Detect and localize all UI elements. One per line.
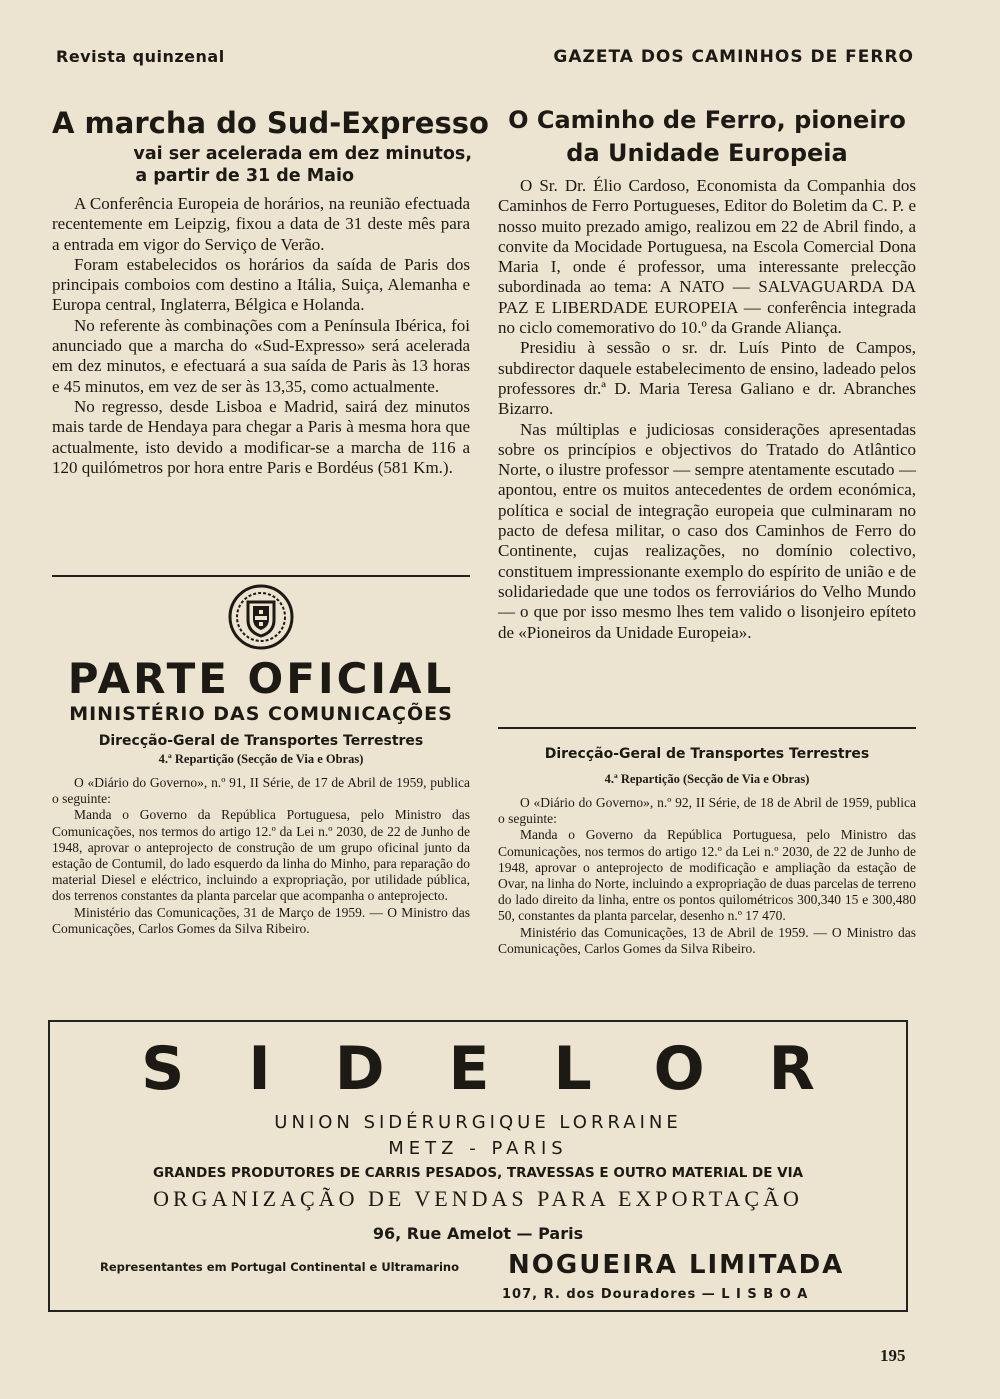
advert-line2: METZ - PARIS: [388, 1138, 568, 1159]
article2-title-line2: da Unidade Europeia: [566, 139, 848, 167]
decree-paragraph: O «Diário do Governo», n.º 91, II Série, de 17 de Abril de 1959, publica o seguinte:: [52, 775, 470, 807]
article2-title-line1: O Caminho de Ferro, pioneiro: [508, 106, 906, 134]
right-direccao-heading: Direcção-Geral de Transportes Terrestres: [544, 746, 870, 762]
advert-brand: SIDELOR: [141, 1034, 879, 1104]
running-header-left: Revista quinzenal: [56, 47, 225, 66]
left-decree-body: [52, 775, 470, 937]
article2-paragraph: Presidiu à sessão o sr. dr. Luís Pinto de Campos, subdirector daquele estabelecimento de ensino, ladeado pelos professores dr.ª D. Maria Teresa Galiano e dr. Abranches Bizarro.: [498, 338, 916, 419]
advert-agent: NOGUEIRA LIMITADA: [508, 1250, 845, 1280]
advert-line1: UNION SIDÉRURGIQUE LORRAINE: [274, 1112, 682, 1133]
article1-paragraph: A Conferência Europeia de horários, na reunião efectuada recentemente em Leipzig, fixou a data de 31 deste mês para a entrada em vigor do Serviço de Verão.: [52, 194, 470, 254]
article2-paragraph: Nas múltiplas e judiciosas considerações apresentadas sobre os princípios e objectivos do Tratado do Atlântico Norte, o ilustre professor — sempre atentamente escutado — apontou, entre os muitos antecedentes de ordem económica, política e social de integração europeia que culminaram no pacto de defesa militar, o caso dos Caminhos de Ferro do Continente, cujas realizações, no domínio colectivo, constituem impressionante exemplo do espírito de união e de solidariedade que une todos os ferroviários do Velho Mundo — o que por isso mesmo lhes tem valido o lisonjeiro epíteto de «Pioneiros da Unidade Europeia».: [498, 419, 916, 642]
advert-representatives: Representantes em Portugal Continental e Ultramarino: [100, 1260, 459, 1274]
article2-paragraph: O Sr. Dr. Élio Cardoso, Economista da Companhia dos Caminhos de Ferro Portugueses, Editor do Boletim da C. P. e nosso muito prezado amigo, realizou em 22 de Abril findo, a convite da Mocidade Portuguesa, na Escola Comercial Dona Maria I, onde é professor, uma interessante prelecção subordinada ao tema: A NATO — SALVAGUARDA DA PAZ E LIBERDADE EUROPEIA — conferência integrada no ciclo comemorativo do 10.º da Grande Aliança.: [498, 176, 916, 338]
right-decree-body: [498, 795, 916, 957]
ministry-title: MINISTÉRIO DAS COMUNICAÇÕES: [69, 703, 453, 725]
article1-subtitle-line1: vai ser acelerada em dez minutos,: [133, 144, 472, 164]
article2-body: [498, 176, 916, 643]
left-reparticao-heading: 4.ª Repartição (Secção de Via e Obras): [158, 752, 364, 766]
article1-subtitle-line2: a partir de 31 de Maio: [135, 166, 354, 186]
page-number: 195: [880, 1346, 906, 1365]
running-header-right: GAZETA DOS CAMINHOS DE FERRO: [553, 47, 914, 67]
left-direccao-heading: Direcção-Geral de Transportes Terrestres: [98, 733, 424, 749]
column-divider-rule: [498, 727, 916, 729]
article1-paragraph: Foram estabelecidos os horários da saída de Paris dos principais comboios com destino a Itália, Suiça, Alemanha e Europa central, Inglaterra, Bélgica e Holanda.: [52, 254, 470, 315]
article1-body: [52, 194, 470, 478]
advert-agent-address: 107, R. dos Douradores — L I S B O A: [502, 1287, 809, 1302]
column-divider-rule: [52, 575, 470, 577]
article1-title: A marcha do Sud-Expresso: [52, 106, 489, 140]
decree-paragraph: Manda o Governo da República Portuguesa, pelo Ministro das Comunicações, nos termos do artigo 12.º da Lei n.º 2030, de 22 de Junho de 1948, aprovar o anteprojecto de construção de um grupo oficinal junto da estação de Contumil, do lado esquerdo da linha do Minho, para reparação do material Diesel e eléctrico, incluindo a expropriação, por utilidade pública, dos terrenos constantes da planta parcelar que acompanha o anteprojecto.: [52, 807, 470, 904]
article1-paragraph: No referente às combinações com a Península Ibérica, foi anunciado que a marcha do «Sud-Expresso» será acelerada em dez minutos, e efectuará a sua saída de Paris às 13 horas e 45 minutos, em vez de ser às 13,35, como actualmente.: [52, 315, 470, 396]
sidelor-advert: [48, 1020, 908, 1312]
coat-of-arms-emblem: [228, 584, 294, 650]
decree-paragraph: Ministério das Comunicações, 31 de Março de 1959. — O Ministro das Comunicações, Carlos Gomes da Silva Ribeiro.: [52, 904, 470, 936]
parte-oficial-title: PARTE OFICIAL: [67, 654, 455, 703]
advert-address: 96, Rue Amelot — Paris: [372, 1224, 584, 1243]
advert-line3: GRANDES PRODUTORES DE CARRIS PESADOS, TRAVESSAS E OUTRO MATERIAL DE VIA: [152, 1165, 804, 1181]
right-reparticao-heading: 4.ª Repartição (Secção de Via e Obras): [604, 772, 810, 786]
article1-paragraph: No regresso, desde Lisboa e Madrid, sairá dez minutos mais tarde de Hendaya para chegar a Paris à mesma hora que actualmente, isto devido a modificar-se a marcha de 116 a 120 quilómetros por hora entre Paris e Bordéus (581 Km.).: [52, 396, 470, 477]
advert-line4: ORGANIZAÇÃO DE VENDAS PARA EXPORTAÇÃO: [153, 1186, 803, 1211]
decree-paragraph: Ministério das Comunicações, 13 de Abril de 1959. — O Ministro das Comunicações, Carlos Gomes da Silva Ribeiro.: [498, 924, 916, 956]
decree-paragraph: Manda o Governo da República Portuguesa, pelo Ministro das Comunicações, nos termos do artigo 12.º da Lei n.º 2030, de 22 de Junho de 1948, aprovar o anteprojecto de modificação e ampliação da estação de Ovar, na linha do Norte, incluindo a expropriação de duas parcelas de terreno do lado direito da linha, entre os pontos quilométricos 300,340 15 e 300,480 50, constantes da planta parcelar, desenho n.º 17 470.: [498, 827, 916, 924]
decree-paragraph: O «Diário do Governo», n.º 92, II Série, de 18 de Abril de 1959, publica o seguinte:: [498, 795, 916, 827]
